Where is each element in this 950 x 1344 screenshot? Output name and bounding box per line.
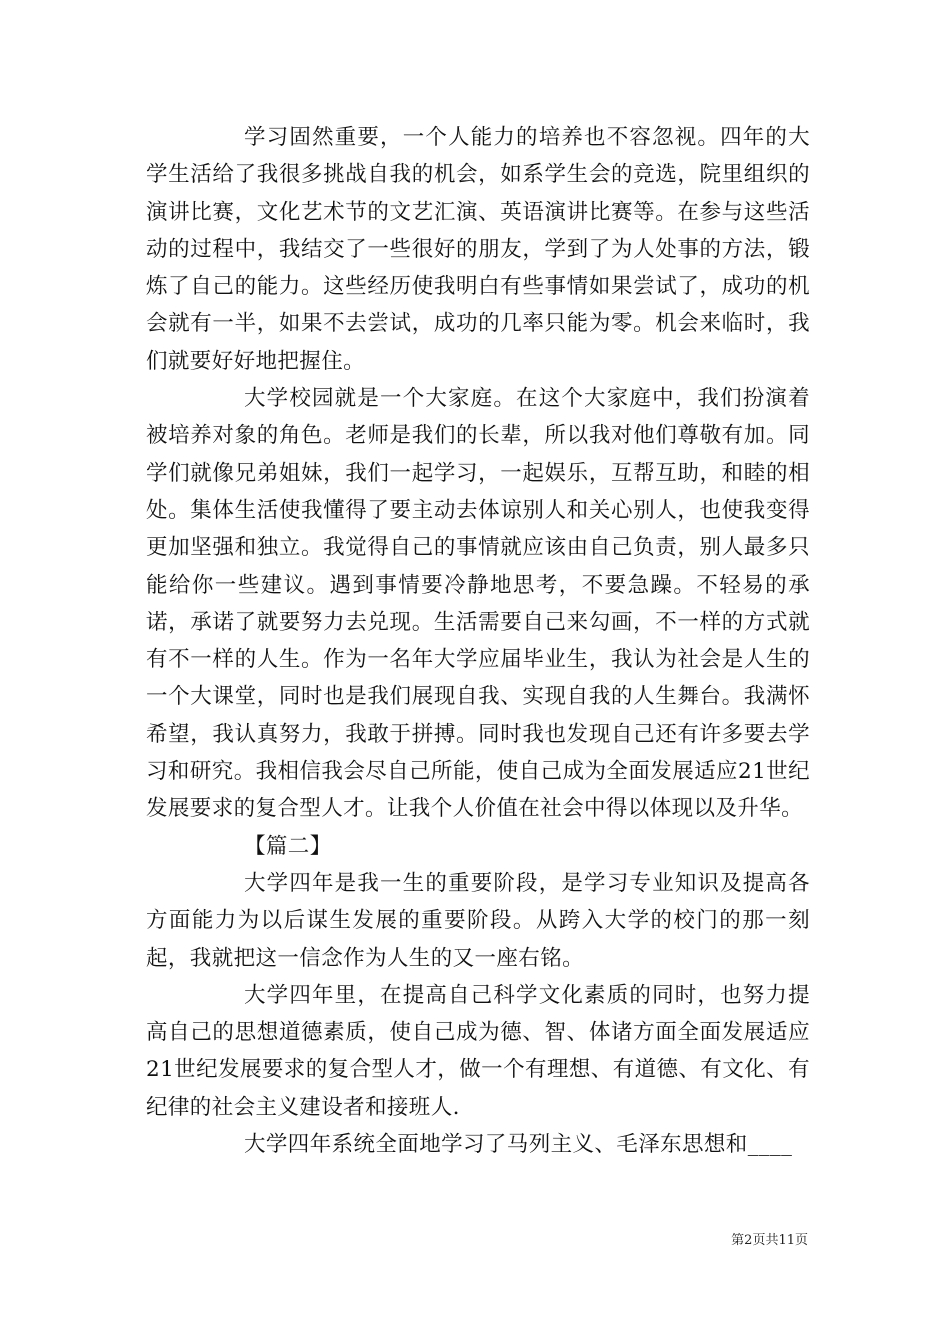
paragraph-ability-training: 学习固然重要，一个人能力的培养也不容忽视。四年的大学生活给了我很多挑战自我的机会，如系学生会的竞选，院里组织的演讲比赛，文化艺术节的文艺汇演、英语演讲比赛等。在参与这些活动的过程中，我结交了一些很好的朋友，学到了为人处事的方法，锻炼了自己的能力。这些经历使我明白有些事情如果尝试了，成功的机会就有一半，如果不去尝试，成功的几率只能为零。机会来临时，我们就要好好地把握住。 [146, 125, 810, 374]
paragraph-campus-family: 大学校园就是一个大家庭。在这个大家庭中，我们扮演着被培养对象的角色。老师是我们的长辈，所以我对他们尊敬有加。同学们就像兄弟姐妹，我们一起学习，一起娱乐，互帮互助，和睦的相处。集体生活使我懂得了要主动去体谅别人和关心别人，也使我变得更加坚强和独立。我觉得自己的事情就应该由自己负责，别人最多只能给你一些建议。遇到事情要冷静地思考，不要急躁。不轻易的承诺，承诺了就要努力去兑现。生活需要自己来勾画，不一样的方式就有不一样的人生。作为一名年大学应届毕业生，我认为社会是人生的一个大课堂，同时也是我们展现自我、实现自我的人生舞台。我满怀希望，我认真努力，我敢于拼搏。同时我也发现自己还有许多要去学习和研究。我相信我会尽自己所能，使自己成为全面发展适应21世纪发展要求的复合型人才。让我个人价值在社会中得以体现以及升华。 [146, 386, 810, 822]
page-number-footer: 第2页共11页 [731, 1233, 808, 1248]
document-body [146, 119, 810, 1163]
paragraph-systematic-study: 大学四年系统全面地学习了马列主义、毛泽东思想和____ [244, 1132, 793, 1158]
paragraph-four-years: 大学四年是我一生的重要阶段，是学习专业知识及提高各方面能力为以后谋生发展的重要阶段。从跨入大学的校门的那一刻起，我就把这一信念作为人生的又一座右铭。 [146, 870, 810, 971]
section-heading: 【篇二】 [244, 833, 332, 859]
paragraph-moral-quality: 大学四年里，在提高自己科学文化素质的同时，也努力提高自己的思想道德素质，使自己成为德、智、体诸方面全面发展适应21世纪发展要求的复合型人才，做一个有理想、有道德、有文化、有纪律的社会主义建设者和接班人. [146, 982, 810, 1120]
